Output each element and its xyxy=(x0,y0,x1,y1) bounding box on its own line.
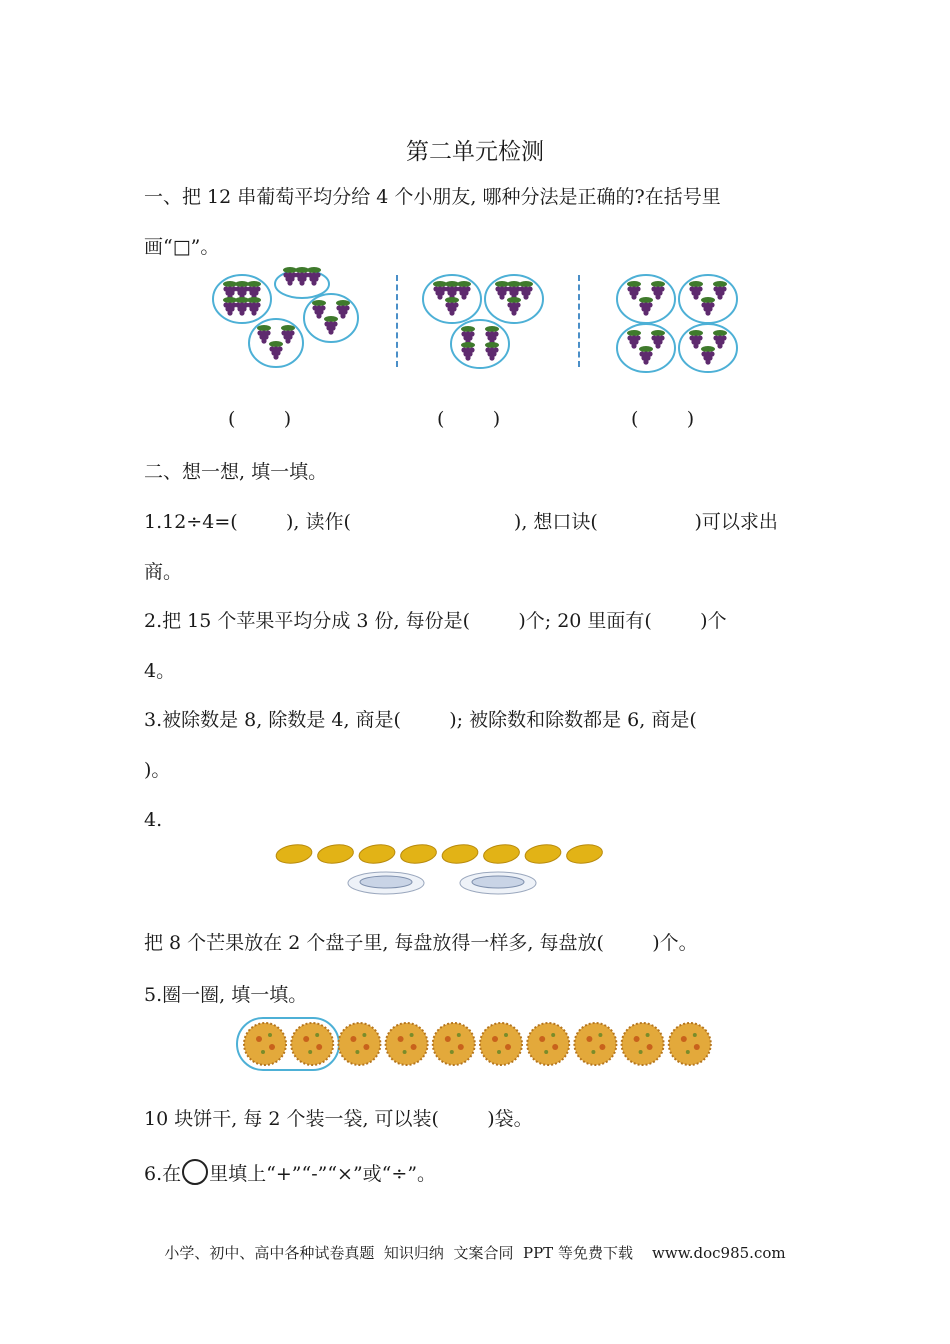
grape-bunch-icon xyxy=(701,346,715,365)
mango-icon xyxy=(565,843,603,866)
grape-bunch-icon xyxy=(485,342,499,361)
q1-prompt-line1: 一、把 12 串葡萄平均分给 4 个小朋友, 哪种分法是正确的?在括号里 xyxy=(144,186,721,208)
cookie-icon xyxy=(622,1023,664,1065)
grape-bunch-icon xyxy=(519,281,533,300)
mango-icon xyxy=(358,843,396,866)
cookie-icon xyxy=(527,1023,569,1065)
cookie-icon xyxy=(386,1023,428,1065)
grape-bunch-icon xyxy=(639,297,653,316)
grape-bunch-icon xyxy=(433,281,447,300)
grape-bunch-icon xyxy=(223,297,237,316)
grape-bunch-icon xyxy=(445,281,459,300)
cookie-icon xyxy=(338,1023,380,1065)
blank-circle-icon[interactable] xyxy=(182,1159,208,1185)
grape-bunch-icon xyxy=(336,300,350,319)
grape-bunch-icon xyxy=(689,330,703,349)
q2-item1-line1: 1.12÷4=( ), 读作( ), 想口诀( )可以求出 xyxy=(144,511,778,533)
mango-icon xyxy=(441,843,479,866)
grape-bunch-icon xyxy=(627,281,641,300)
grape-bunch-icon xyxy=(445,297,459,316)
mango-icon xyxy=(482,843,520,866)
q2-item4-label: 4. xyxy=(144,809,163,831)
grape-bunch-icon xyxy=(324,316,338,335)
mango-icon xyxy=(524,843,562,866)
q1-prompt-line2: 画“□”。 xyxy=(144,236,220,258)
q2-item5-label: 5.圈一圈, 填一填。 xyxy=(144,984,308,1006)
grape-bunch-icon xyxy=(269,341,283,360)
grape-bunch-icon xyxy=(223,281,237,300)
grape-bunch-icon xyxy=(281,325,295,344)
mango-icon xyxy=(399,843,437,866)
grape-bunch-icon xyxy=(247,297,261,316)
cookies-illustration xyxy=(0,1016,950,1076)
mango-icon xyxy=(316,843,354,866)
grape-groups-illustration xyxy=(0,262,950,382)
grape-bunch-icon xyxy=(507,297,521,316)
q2-item6-suffix: 里填上“+”“-”“×”或“÷”。 xyxy=(209,1163,437,1185)
grape-bunch-icon xyxy=(507,281,521,300)
grape-bunch-icon xyxy=(689,281,703,300)
cookie-icon xyxy=(291,1023,333,1065)
q2-item3-line1: 3.被除数是 8, 除数是 4, 商是( ); 被除数和除数都是 6, 商是( xyxy=(144,709,697,731)
separator-line-1 xyxy=(396,275,398,367)
answer-paren-option-1[interactable]: ( ) xyxy=(228,408,292,430)
grape-bunch-icon xyxy=(651,330,665,349)
q2-item6-prefix: 6.在 xyxy=(144,1163,182,1185)
cookie-icon xyxy=(433,1023,475,1065)
q2-item6-text xyxy=(144,1159,436,1188)
answer-paren-option-3[interactable]: ( ) xyxy=(631,408,695,430)
grape-bunch-icon xyxy=(235,281,249,300)
grape-bunch-icon xyxy=(235,297,249,316)
grape-bunch-icon xyxy=(307,267,321,286)
q2-item3-line2: )。 xyxy=(144,759,171,781)
grape-bunch-icon xyxy=(701,297,715,316)
page-title: 第二单元检测 xyxy=(406,139,544,165)
grape-bunch-icon xyxy=(713,330,727,349)
grape-bunch-icon xyxy=(247,281,261,300)
grape-bunch-icon xyxy=(312,300,326,319)
grape-bunch-icon xyxy=(713,281,727,300)
cookie-icon xyxy=(574,1023,616,1065)
plate-icon xyxy=(348,872,424,894)
mango-plates-illustration xyxy=(0,836,950,896)
mango-icon xyxy=(275,843,313,866)
grape-bunch-icon xyxy=(485,326,499,345)
q2-heading: 二、想一想, 填一填。 xyxy=(144,461,328,483)
grape-bunch-icon xyxy=(627,330,641,349)
group-circle xyxy=(451,320,509,368)
grape-bunch-icon xyxy=(257,325,271,344)
grape-bunch-icon xyxy=(283,267,297,286)
answer-paren-option-2[interactable]: ( ) xyxy=(437,408,501,430)
q2-item2-line2: 4。 xyxy=(144,660,176,682)
q2-item1-line2: 商。 xyxy=(144,561,183,583)
plate-icon xyxy=(460,872,536,894)
cookie-icon xyxy=(669,1023,711,1065)
grape-bunch-icon xyxy=(295,267,309,286)
q2-item2-line1: 2.把 15 个苹果平均分成 3 份, 每份是( )个; 20 里面有( )个 xyxy=(144,610,727,632)
grape-bunch-icon xyxy=(495,281,509,300)
grape-bunch-icon xyxy=(457,281,471,300)
separator-line-2 xyxy=(578,275,580,367)
grape-bunch-icon xyxy=(461,342,475,361)
footer-text: 小学、初中、高中各种试卷真题 知识归纳 文案合同 PPT 等免费下载 www.doc985.com xyxy=(164,1244,786,1262)
grape-bunch-icon xyxy=(461,326,475,345)
grape-bunch-icon xyxy=(639,346,653,365)
grape-bunch-icon xyxy=(651,281,665,300)
q2-item5-text: 10 块饼干, 每 2 个装一袋, 可以装( )袋。 xyxy=(144,1108,533,1130)
cookie-icon xyxy=(244,1023,286,1065)
q2-item4-text: 把 8 个芒果放在 2 个盘子里, 每盘放得一样多, 每盘放( )个。 xyxy=(144,932,698,954)
cookie-icon xyxy=(480,1023,522,1065)
